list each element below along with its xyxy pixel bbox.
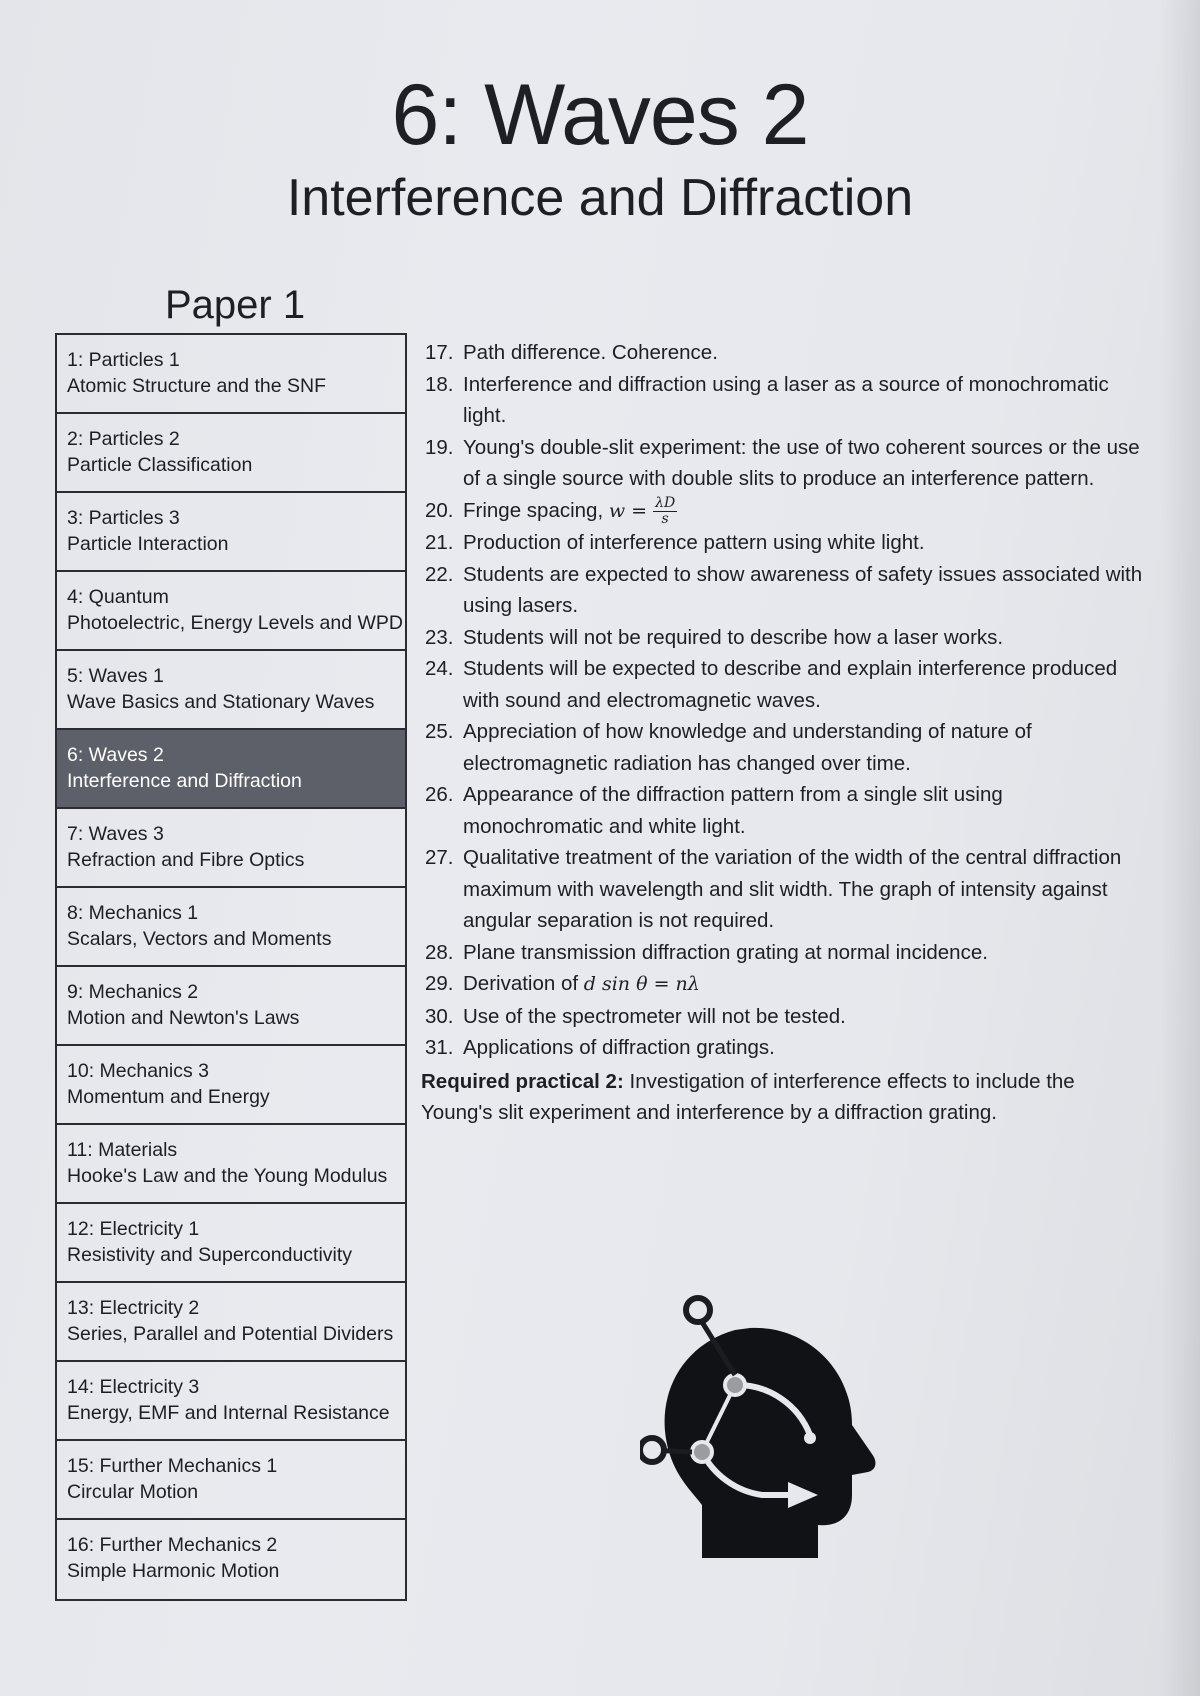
topic-item [57,967,405,1046]
spec-item [425,968,1145,1001]
spec-item-math: d sin θ = nλ [583,973,700,995]
page-title: 6: Waves 2 [391,67,809,163]
topic-number: 15: Further Mechanics 1 [67,1455,278,1477]
topic-number: 4: Quantum [67,586,169,608]
topic-number: 11: Materials [67,1139,178,1161]
spec-item-text: Students will be expected to describe and explain interference produced with sound and electromagnetic waves. [463,657,1118,712]
topic-item [57,1125,405,1204]
spec-item-text: Fringe spacing, [463,498,609,522]
topic-list [55,333,407,1601]
spec-item-text: Appreciation of how knowledge and understanding of nature of electromagnetic radiation has changed over time. [463,720,1032,775]
topic-item [57,1283,405,1362]
required-practical-label: Required practical 2: [421,1069,624,1093]
topic-item [57,651,405,730]
spec-item-text: Interference and diffraction using a laser as a source of monochromatic light. [463,372,1109,427]
topic-item [57,809,405,888]
topic-number: 2: Particles 2 [67,428,180,450]
topic-name: Simple Harmonic Motion [67,1560,280,1582]
topic-number: 14: Electricity 3 [67,1376,200,1398]
spec-item-number: 20. [425,498,454,522]
required-practical-text: Investigation of interference effects to include the Young's slit experiment and interference by a diffraction grating. [421,1069,1075,1124]
paper-heading: Paper 1 [165,283,306,327]
spec-item-number: 21. [425,531,454,554]
topic-number: 12: Electricity 1 [67,1218,200,1240]
spec-item [425,559,1145,622]
spec-item [425,432,1145,495]
specification-list [421,337,1145,1129]
topic-name: Energy, EMF and Internal Resistance [67,1402,390,1424]
spec-item-text: Production of interference pattern using white light. [463,531,925,554]
spec-item [425,495,1145,528]
spec-item-number: 26. [425,783,454,806]
fraction-numerator: λD [655,494,676,511]
spec-item [425,716,1145,779]
topic-name: Hooke's Law and the Young Modulus [67,1165,388,1187]
spec-item-number: 29. [425,972,454,995]
spec-item-number: 27. [425,846,454,869]
fraction [653,496,677,527]
spec-item-number: 19. [425,435,454,459]
topic-item [57,414,405,493]
required-practical [421,1066,1145,1129]
page-subtitle: Interference and Diffraction [286,169,914,227]
spec-item-math: w = [608,499,648,522]
topic-item [57,888,405,967]
spec-item-text: Students are expected to show awareness of safety issues associated with using lasers. [463,562,1143,617]
spec-item-text: Applications of diffraction gratings. [463,1036,775,1059]
topic-number: 8: Mechanics 1 [67,902,199,924]
topic-name: Particle Interaction [67,533,229,555]
topic-number: 6: Waves 2 [67,744,164,766]
spec-item-number: 30. [425,1004,454,1028]
spec-item [425,779,1145,842]
topic-name: Circular Motion [67,1481,199,1503]
topic-name: Momentum and Energy [67,1086,270,1108]
spec-item-text: Students will not be required to describe how a laser works. [463,625,1004,649]
topic-number: 16: Further Mechanics 2 [67,1534,278,1556]
topic-name: Series, Parallel and Potential Dividers [67,1323,394,1345]
spec-item-number: 24. [425,657,454,680]
topic-item [57,730,405,809]
spec-item [425,937,1145,969]
spec-item-number: 17. [425,341,454,364]
topic-name: Particle Classification [67,454,253,476]
spec-item-text: Appearance of the diffraction pattern from a single slit using monochromatic and white light. [463,783,1003,838]
topic-number: 7: Waves 3 [67,823,164,845]
topic-item [57,1520,405,1599]
spec-item [425,1032,1145,1064]
topic-item [57,1362,405,1441]
topic-number: 3: Particles 3 [67,507,180,529]
topic-name: Wave Basics and Stationary Waves [67,691,375,713]
topic-number: 5: Waves 1 [67,665,164,687]
spec-item-text: Plane transmission diffraction grating at normal incidence. [463,940,988,964]
head-network-icon [640,1290,900,1570]
topic-name: Motion and Newton's Laws [67,1007,300,1029]
spec-item-text: Derivation of [463,972,584,995]
topic-number: 1: Particles 1 [67,349,180,371]
spec-item [425,337,1145,369]
spec-item-number: 22. [425,562,454,586]
spec-item-text: Qualitative treatment of the variation of the width of the central diffraction maximum with wavelength and slit width. The graph of intensity against angular separation is not required. [463,846,1122,932]
topic-number: 10: Mechanics 3 [67,1060,209,1082]
topic-name: Photoelectric, Energy Levels and WPD [67,612,403,634]
spec-item-number: 25. [425,720,454,743]
spec-item [425,653,1145,716]
spec-item [425,1001,1145,1033]
spec-item [425,369,1145,432]
spec-item-number: 31. [425,1036,454,1059]
spec-item-number: 23. [425,625,454,649]
topic-item [57,493,405,572]
spec-item-text: Use of the spectrometer will not be tested. [463,1004,846,1028]
spec-item [425,527,1145,559]
topic-name: Scalars, Vectors and Moments [67,928,332,950]
topic-name: Atomic Structure and the SNF [67,375,327,397]
fraction-denominator: s [661,510,669,527]
spec-item [425,622,1145,654]
topic-item [57,1441,405,1520]
spec-item-text: Path difference. Coherence. [463,341,718,364]
topic-name: Interference and Diffraction [67,770,302,792]
topic-number: 9: Mechanics 2 [67,981,199,1003]
topic-item [57,572,405,651]
topic-item [57,1046,405,1125]
spec-item-text: Young's double-slit experiment: the use of two coherent sources or the use of a single source with double slits to produce an interference pattern. [463,435,1140,490]
topic-item [57,1204,405,1283]
topic-name: Refraction and Fibre Optics [67,849,305,871]
spec-item [425,842,1145,937]
topic-number: 13: Electricity 2 [67,1297,200,1319]
topic-item [57,335,405,414]
spec-item-number: 28. [425,940,454,964]
topic-name: Resistivity and Superconductivity [67,1244,353,1266]
spec-item-number: 18. [425,372,454,396]
